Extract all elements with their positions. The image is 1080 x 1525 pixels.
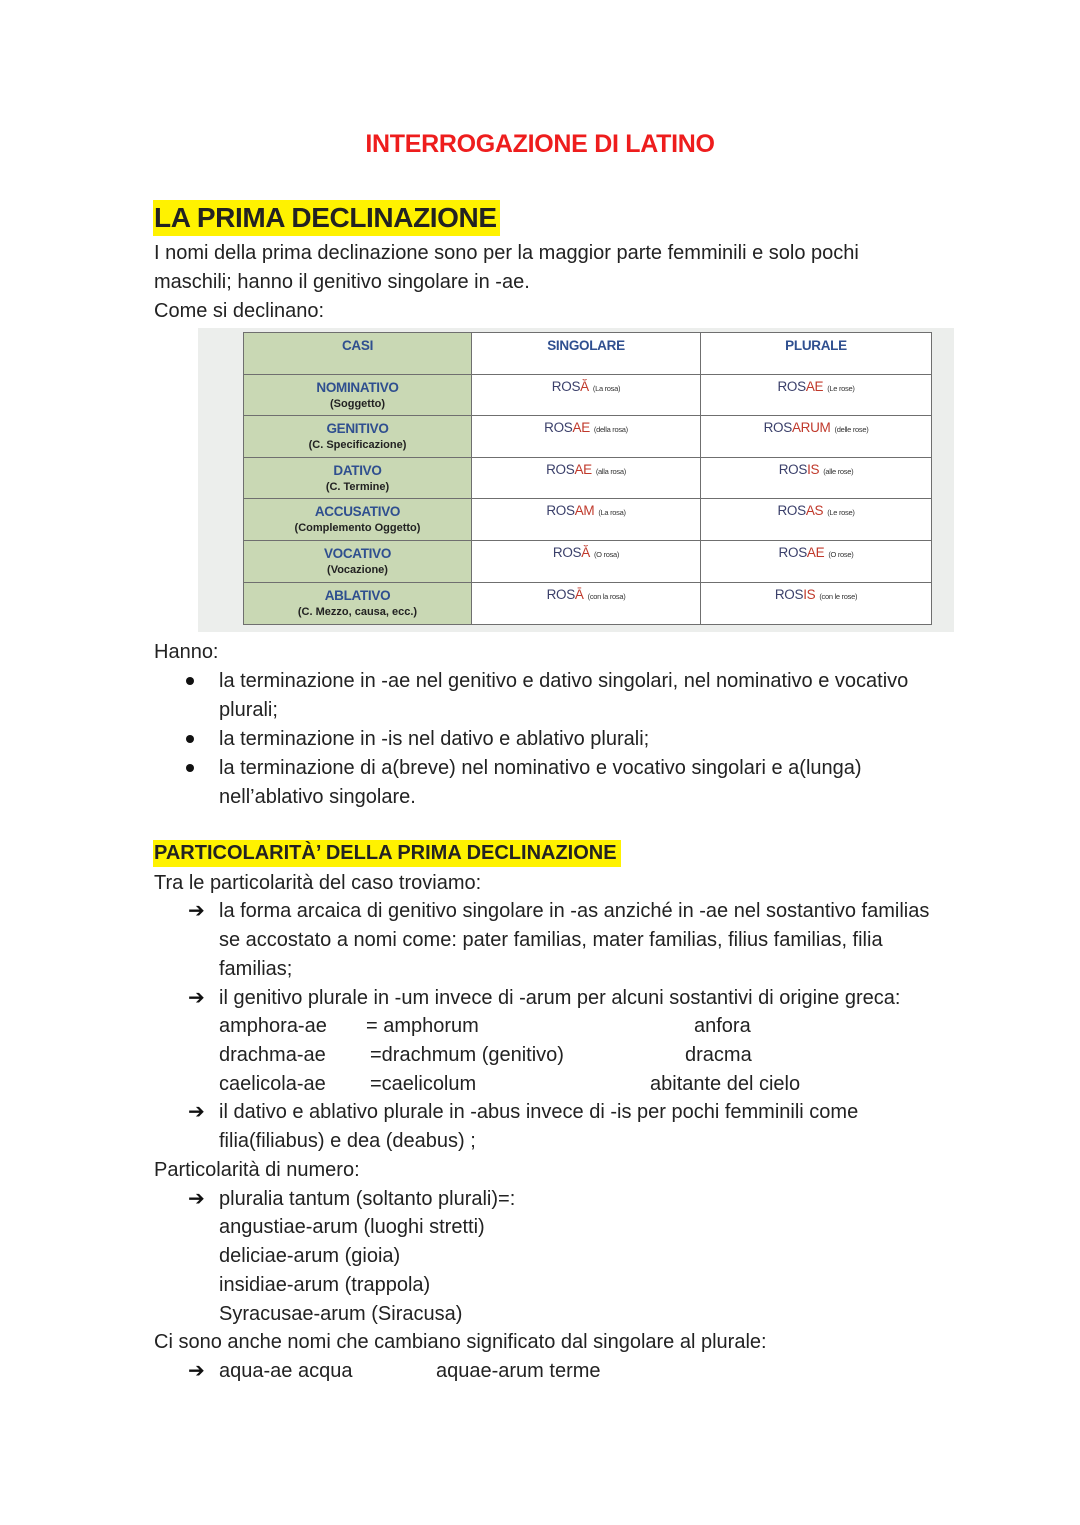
bullet-text: plurali; xyxy=(219,699,278,721)
greek-word: drachma-ae xyxy=(219,1044,326,1066)
greek-form: =drachmum (genitivo) xyxy=(370,1044,564,1066)
singular-cell: ROSĂ (La rosa) xyxy=(472,375,701,416)
singular-cell: ROSĂ (O rosa) xyxy=(472,541,701,583)
hanno-label: Hanno: xyxy=(154,641,219,663)
bullet-text: la terminazione di a(breve) nel nominativo e vocativo singolari e a(lunga) xyxy=(219,757,862,779)
arrow-text: il genitivo plurale in -um invece di -arum per alcuni sostantivi di origine greca: xyxy=(219,987,901,1009)
arrow-text: il dativo e ablativo plurale in -abus invece di -is per pochi femminili come xyxy=(219,1101,859,1123)
case-cell: DATIVO (C. Termine) xyxy=(244,458,472,499)
pluralia-item: deliciae-arum (gioia) xyxy=(219,1245,401,1267)
bullet-icon xyxy=(186,735,194,743)
header-singular: SINGOLARE xyxy=(472,333,701,375)
singular-cell: ROSAM (La rosa) xyxy=(472,499,701,541)
arrow-icon: ➔ xyxy=(188,987,205,1009)
plural-cell: ROSAS (Le rose) xyxy=(701,499,932,541)
arrow-text: se accostato a nomi come: pater familias, mater familias, filius familias, filia xyxy=(219,929,883,951)
plural-cell: ROSARUM (delle rose) xyxy=(701,416,932,458)
singular-cell: ROSĀ (con la rosa) xyxy=(472,583,701,625)
greek-form: =caelicolum xyxy=(370,1073,477,1095)
arrow-text: la forma arcaica di genitivo singolare in -as anziché in -ae nel sostantivo familias xyxy=(219,900,930,922)
intro-line: I nomi della prima declinazione sono per la maggior parte femminili e solo pochi xyxy=(154,242,859,264)
aqua-plural: aquae-arum terme xyxy=(436,1360,601,1382)
case-cell: NOMINATIVO (Soggetto) xyxy=(244,375,472,416)
particolarita-intro: Tra le particolarità del caso troviamo: xyxy=(154,872,482,894)
greek-meaning: anfora xyxy=(694,1015,751,1037)
header-plural: PLURALE xyxy=(701,333,932,375)
change-label: Ci sono anche nomi che cambiano significato dal singolare al plurale: xyxy=(154,1331,767,1353)
plural-cell: ROSAE (O rose) xyxy=(701,541,932,583)
pluralia-item: insidiae-arum (trappola) xyxy=(219,1274,431,1296)
intro-line: maschili; hanno il genitivo singolare in -ae. xyxy=(154,271,530,293)
greek-word: caelicola-ae xyxy=(219,1073,326,1095)
plural-cell: ROSIS (alle rose) xyxy=(701,458,932,499)
table-row xyxy=(244,416,932,458)
arrow-icon: ➔ xyxy=(188,1360,205,1382)
table-header-row xyxy=(244,333,932,375)
table-row xyxy=(244,583,932,625)
table-row xyxy=(244,499,932,541)
aqua-singular: aqua-ae acqua xyxy=(219,1360,353,1382)
section-heading-prima-declinazione: LA PRIMA DECLINAZIONE xyxy=(153,200,500,236)
arrow-text: pluralia tantum (soltanto plurali)=: xyxy=(219,1188,516,1210)
table-row xyxy=(244,541,932,583)
singular-cell: ROSAE (della rosa) xyxy=(472,416,701,458)
singular-cell: ROSAE (alla rosa) xyxy=(472,458,701,499)
greek-word: amphora-ae xyxy=(219,1015,327,1037)
plural-cell: ROSAE (Le rose) xyxy=(701,375,932,416)
greek-form: = amphorum xyxy=(366,1015,479,1037)
case-cell: ABLATIVO (C. Mezzo, causa, ecc.) xyxy=(244,583,472,625)
intro-line: Come si declinano: xyxy=(154,300,325,322)
arrow-icon: ➔ xyxy=(188,1101,205,1123)
page-title: INTERROGAZIONE DI LATINO xyxy=(365,130,715,158)
arrow-text: filia(filiabus) e dea (deabus) ; xyxy=(219,1130,476,1152)
bullet-icon xyxy=(186,764,194,772)
declension-table xyxy=(243,332,932,625)
pluralia-item: Syracusae-arum (Siracusa) xyxy=(219,1303,463,1325)
case-cell: VOCATIVO (Vocazione) xyxy=(244,541,472,583)
arrow-icon: ➔ xyxy=(188,1188,205,1210)
greek-meaning: abitante del cielo xyxy=(650,1073,801,1095)
bullet-icon xyxy=(186,677,194,685)
bullet-text: la terminazione in -ae nel genitivo e dativo singolari, nel nominativo e vocativo xyxy=(219,670,909,692)
greek-meaning: dracma xyxy=(685,1044,752,1066)
arrow-icon: ➔ xyxy=(188,900,205,922)
case-cell: ACCUSATIVO (Complemento Oggetto) xyxy=(244,499,472,541)
table-row xyxy=(244,458,932,499)
header-cases: CASI xyxy=(244,333,472,375)
table-row xyxy=(244,375,932,416)
arrow-text: familias; xyxy=(219,958,293,980)
plural-cell: ROSIS (con le rose) xyxy=(701,583,932,625)
numero-label: Particolarità di numero: xyxy=(154,1159,360,1181)
case-cell: GENITIVO (C. Specificazione) xyxy=(244,416,472,458)
pluralia-item: angustiae-arum (luoghi stretti) xyxy=(219,1216,485,1238)
section-heading-particolarita: PARTICOLARITÀ’ DELLA PRIMA DECLINAZIONE xyxy=(153,840,621,867)
bullet-text: la terminazione in -is nel dativo e ablativo plurali; xyxy=(219,728,650,750)
bullet-text: nell’ablativo singolare. xyxy=(219,786,416,808)
